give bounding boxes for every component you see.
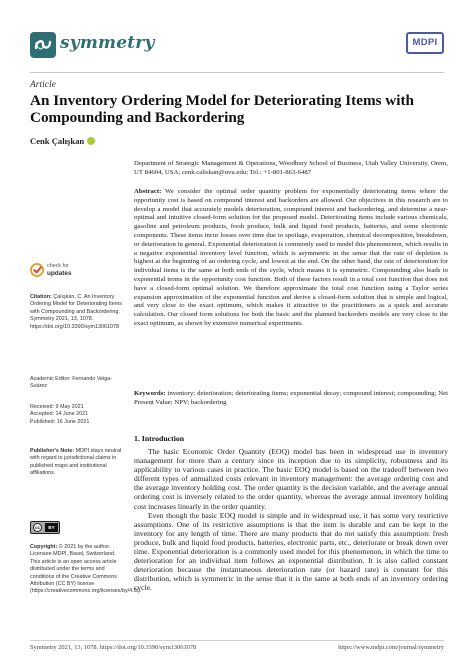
keywords [134, 390, 448, 408]
mdpi-logo[interactable] [406, 32, 444, 54]
symmetry-logo-icon [30, 32, 56, 58]
check-for-label: check for [47, 263, 69, 269]
intro-paragraph-2: Even though the basic EOQ model is simple and in widespread use, it has some very restrictive assumptions. One of its restrictive assumptions is that the item is durable and can be kept in the inventory for any length of time. There are many products that do not satisfy this assumption: fresh produce, bulk and liquid food products, batteries, electronic parts, etc., deteriorate or break down over time. Exponential deterioration is a commonly used model for this phenomenon, in which the time to deterioration for an individual item follows an exponential distribution. It is also called constant deterioration because the instantaneous deterioration rate (or hazard rate) is constant for this distribution, which is symmetric in the sense that it is the same at both ends of an inventory ordering cycle. [134, 510, 448, 593]
cc-by-label: BY [45, 523, 58, 532]
citation-label: Citation: [30, 294, 52, 300]
article-type: Article [30, 80, 56, 90]
footer-journal-url[interactable]: https://www.mdpi.com/journal/symmetry [338, 644, 444, 651]
copyright-label: Copyright: [30, 544, 58, 550]
publication-dates [30, 404, 122, 426]
updates-label: updates [47, 270, 72, 277]
journal-header [30, 28, 444, 68]
footer-divider [30, 640, 444, 641]
header-divider [30, 72, 444, 73]
keywords-label: Keywords: [134, 390, 166, 397]
abstract [134, 188, 448, 329]
cc-circle-label: cc [34, 525, 40, 530]
publisher-note-text: MDPI stays neutral with regard to jurisdictional claims in published maps and institutional affiliations. [30, 448, 122, 477]
section-heading-introduction: 1. Introduction [134, 434, 185, 443]
abstract-text: We consider the optimal order quantity problem for exponentially deteriorating items where the opportunity cost is based on compound interest and backorders are allowed. Our objectives in this research are to develop a model that accurately models deterioration, compound interest and backordering, and determine a near-optimal and intuitive closed-form solution for the proposed model. Deteriorating items include various chemicals, gasoline and petroleum products, fresh produce, bulk and liquid food products, batteries, and some electronic components. These items incur losses over time due to spoilage, evaporation, chemical decomposition, breakdown, or deterioration in general. Exponential deterioration is commonly used to model this phenomenon, which results in a negative exponential inventory level function, which is asymmetric in the sense that the rate of depletion is highest at the beginning of an ordering cycle, and lowest at the end. On the other hand, the rate of deterioration for individual items is the same at both ends of the cycle, which means it is symmetric. Compounding also leads to exponential terms in the opportunity cost function. Both of these factors result in a total cost function that does not have a closed-form optimal solution. We therefore approximate the total cost function using a Taylor series expansion approximation of the exponential function and derive a closed-form solution that is simple and logical, and very close to the exact optimum, which makes it attractive to the practitioners as a quick and accurate calculation. Our closed form solutions for both the basic and the planned backorders models are very close to the exact optimum, as shown by extensive numerical experiments. [134, 188, 448, 327]
intro-paragraph-1: The basic Economic Order Quantity (EOQ) model has been in widespread use in inventory management for more than a century since its inception due to its simplicity, robustness and its applicability to various cases in practice. The basic EOQ model is based on the tradeoff between two different types of annualized costs relevant in inventory management: the average ordering cost and the average inventory holding cost. The order quantity is the decision variable, and the average annual ordering cost is inversely related to the order quantity, whereas the average annual inventory holding cost increases linearly in the order quantity. [134, 447, 448, 511]
check-for-updates-badge[interactable] [30, 262, 90, 284]
creative-commons-by-icon[interactable] [30, 521, 60, 534]
copyright-text: © 2021 by the author. Licensee MDPI, Basel, Switzerland. This article is an open access article distributed under the terms and conditions of the Creative Commons Attribution (CC BY) license (https://creativecommons.org/licenses/by/4.0/). [30, 544, 142, 595]
sidebar-citation [30, 294, 122, 331]
accepted-date: Accepted: 14 June 2021 [30, 411, 89, 418]
author-name[interactable]: Cenk Çalışkan [30, 136, 85, 146]
journal-name[interactable]: symmetry [60, 33, 155, 53]
author-line [30, 136, 95, 146]
received-date: Received: 9 May 2021 [30, 404, 84, 410]
published-date: Published: 16 June 2021 [30, 418, 90, 425]
mdpi-logo-text: MDPI [412, 37, 438, 48]
abstract-label: Abstract: [134, 188, 162, 195]
check-updates-icon [30, 263, 44, 277]
introduction-body [134, 447, 448, 593]
copyright-notice [30, 544, 142, 596]
footer-citation[interactable]: Symmetry 2021, 13, 1078. https://doi.org/10.3390/sym13061078 [30, 644, 197, 651]
publisher-note-label: Publisher's Note: [30, 448, 75, 454]
keywords-text: inventory; deterioration; deteriorating items; exponential decay; compound interest; compounding; Net Present Value; NPV; backordering [134, 390, 448, 406]
academic-editor: Academic Editor: Fernando Veiga-Suárez [30, 376, 113, 390]
publisher-note [30, 448, 122, 478]
orcid-icon[interactable] [87, 137, 95, 145]
article-title: An Inventory Ordering Model for Deteriorating Items with Compounding and Backordering [30, 92, 414, 126]
citation-text: Çalışkan, C. An Inventory Ordering Model for Deteriorating Items with Compounding and Backordering. Symmetry 2021, 13, 1078. https://doi.org/10.3390/sym13061078 [30, 294, 122, 330]
affiliation: Department of Strategic Management & Operations, Woodbury School of Business, Utah Valley University, Orem, UT 84604, USA; cenk.caliskan@uvu.edu; Tel.: +1-801-863-6487 [134, 160, 448, 176]
